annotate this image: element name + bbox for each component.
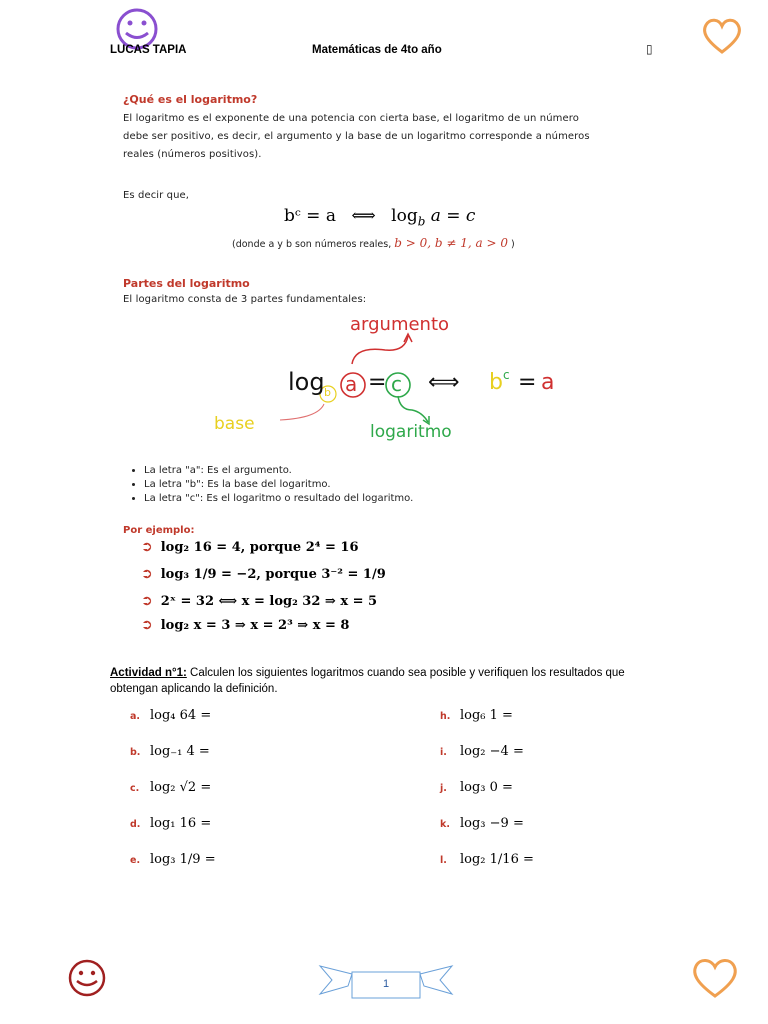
example-text: log₃ 1/9 = −2, porque 3⁻² = 1/9 [160,567,386,582]
parts-bullet-list [128,464,413,506]
diagram-result-letter: c [391,372,402,396]
arrow-icon: ➲ [141,593,153,609]
exercise-expr: log₃ 1/9 = [150,852,216,867]
paragraph-line: El logaritmo es el exponente de una potencia con cierta base, el logaritmo de un número [123,113,579,124]
formula-right-rest: a = c [425,206,476,226]
exercise-label: h. [440,711,451,722]
partes-intro: El logaritmo consta de 3 partes fundamentales: [123,294,367,305]
activity-text-2: obtengan aplicando la definición. [110,683,278,695]
condition-prefix: (donde a y b son números reales, [232,239,392,250]
exercise-label: k. [440,819,450,830]
formula-iff: ⟺ [351,206,376,226]
diagram-equals: = [368,370,387,395]
exercise-expr: log₂ √2 = [150,780,212,795]
exercise-expr: log₃ 0 = [460,780,513,795]
exercise-label: i. [440,747,447,758]
section-heading-que-es: ¿Qué es el logaritmo? [123,93,258,106]
activity-line-1 [110,665,670,681]
list-item: • La letra "c": Es el logaritmo o resultado del logaritmo. [144,492,413,506]
diagram-rhs-equals: = [518,370,537,395]
diagram-argument-letter: a [345,372,358,396]
example-row [141,617,349,633]
list-item: • La letra "a": Es el argumento. [144,464,413,478]
example-text: log₂ 16 = 4, porque 2⁴ = 16 [160,540,359,555]
section-heading-partes: Partes del logaritmo [123,277,250,290]
diagram-rhs-exponent: c [503,368,510,382]
header-subject: Matemáticas de 4to año [312,44,442,56]
exercise-item [130,708,211,723]
exercise-label: c. [130,783,140,794]
example-row [141,593,377,609]
diagram-log: log [288,368,325,396]
arrow-icon: ➲ [141,617,153,633]
page-number: 1 [382,978,390,990]
exercise-item [440,852,534,867]
activity-intro [110,665,670,697]
exercise-label: j. [440,783,447,794]
condition-values: b > 0, b ≠ 1, a > 0 [394,236,509,250]
example-text: 2ˣ = 32 ⟺ x = log₂ 32 ⇒ x = 5 [160,594,378,609]
exercise-item [130,852,216,867]
condition-line [232,236,515,250]
formula-left: bᶜ = a [284,206,336,226]
missing-glyph-box: ▯ [646,42,653,56]
label-base: base [214,414,255,434]
log-parts-diagram [200,312,570,452]
diagram-base-letter: b [324,386,331,399]
paragraph-line: reales (números positivos). [123,149,262,160]
exercise-item [130,780,211,795]
exercise-label: e. [130,855,141,866]
arrow-icon: ➲ [141,566,153,582]
exercise-label: d. [130,819,141,830]
exercise-item [440,816,524,831]
diagram-iff: ⟺ [428,370,460,395]
exercise-item [130,816,211,831]
header-author: LUCAS TAPIA [110,44,187,56]
paragraph-line: debe ser positivo, es decir, el argumento y la base de un logaritmo corresponde a números [123,131,590,142]
diagram-rhs-argument: a [541,370,555,395]
example-text: log₂ x = 3 ⇒ x = 2³ ⇒ x = 8 [160,618,350,633]
exercise-expr: log₋₁ 4 = [150,744,210,759]
exercise-expr: log₁ 16 = [150,816,212,831]
label-logaritmo: logaritmo [370,422,452,442]
activity-title: Actividad n°1: [110,667,187,679]
es-decir-text: Es decir que, [123,190,190,201]
exercise-item [440,780,513,795]
exercise-expr: log₄ 64 = [150,708,212,723]
smiley-icon-footer [66,958,108,998]
exercise-item [440,708,513,723]
example-row [141,539,359,555]
formula-log: log [391,206,418,226]
heart-icon [700,16,744,56]
exercise-label: a. [130,711,141,722]
definition-paragraph [123,110,663,164]
condition-suffix: ) [511,239,515,250]
formula-log-base: b [417,214,426,229]
exercise-expr: log₃ −9 = [460,816,524,831]
example-row [141,566,386,582]
exercise-label: l. [440,855,447,866]
label-argumento: argumento [350,314,450,335]
arrow-icon: ➲ [141,539,153,555]
exercise-expr: log₂ −4 = [460,744,524,759]
exercise-item [130,744,210,759]
main-formula [284,206,475,228]
list-item: • La letra "b": Es la base del logaritmo. [144,478,413,492]
heart-icon-footer [690,956,740,1000]
exercise-label: b. [130,747,141,758]
exercise-item [440,744,524,759]
section-heading-ejemplo: Por ejemplo: [123,525,195,536]
diagram-rhs-base: b [489,370,503,395]
activity-text-1: Calculen los siguientes logaritmos cuando sea posible y verifiquen los resultados que [186,667,625,679]
exercise-expr: log₂ 1/16 = [460,852,534,867]
exercise-expr: log₆ 1 = [460,708,513,723]
